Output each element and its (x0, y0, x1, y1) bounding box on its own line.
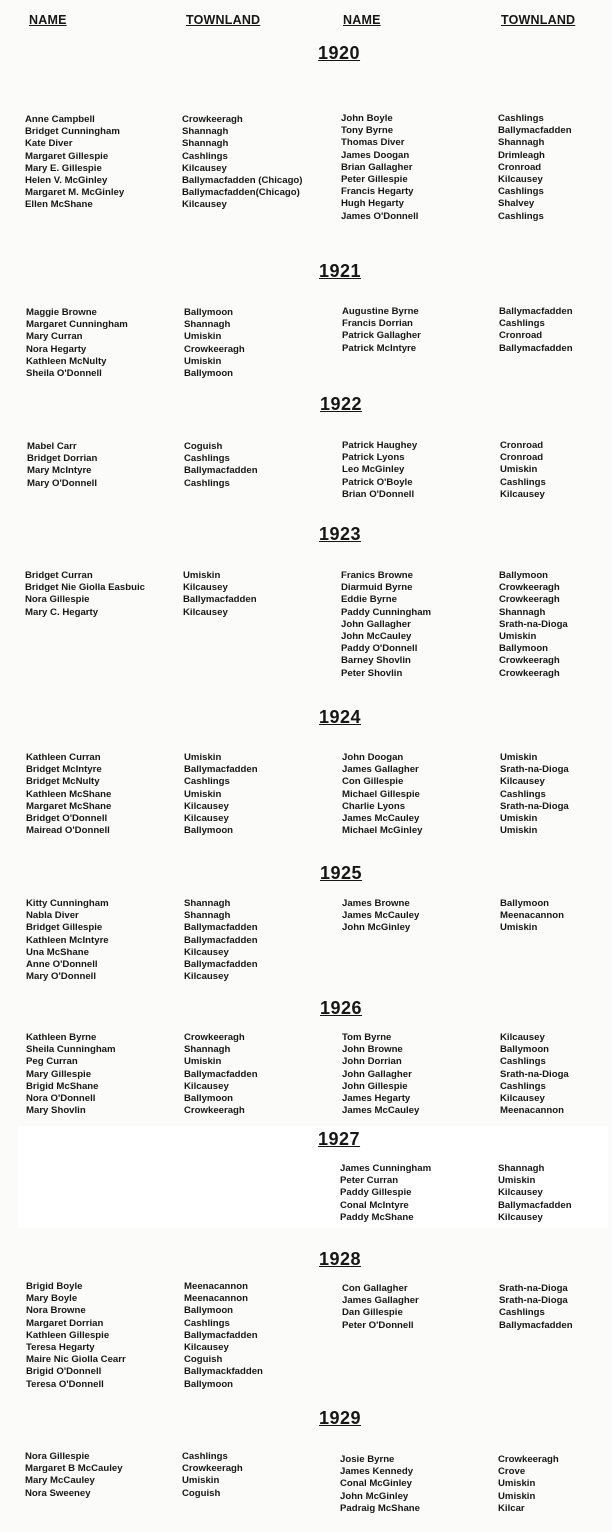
list-item: Bridget Gillespie (26, 922, 103, 934)
left-names (26, 1281, 126, 1391)
list-item: Srath-na-Dioga (500, 764, 569, 776)
list-item: Ballymackfadden (184, 1366, 263, 1378)
year-heading: 1920 (318, 43, 361, 63)
list-item: Srath-na-Dioga (499, 1295, 568, 1307)
list-item: Ballymoon (499, 643, 549, 655)
right-townlands (499, 1283, 573, 1332)
list-item: Josie Byrne (340, 1454, 395, 1465)
list-item: Cashlings (184, 477, 230, 489)
list-item: Kilcausey (498, 1187, 543, 1199)
list-item: Cashlings (499, 318, 545, 330)
list-item: Kilcausey (500, 1092, 545, 1104)
list-item: Cashlings (182, 150, 228, 162)
list-item: Margaret M. McGinley (25, 187, 125, 199)
list-item: Ballymacfadden (499, 1319, 573, 1331)
list-item: James McCauley (342, 812, 420, 824)
list-item: Ballymacfadden (184, 1329, 258, 1341)
year-heading: 1922 (320, 394, 363, 414)
right-names (342, 898, 419, 935)
list-item: Bridget Dorrian (27, 453, 98, 465)
list-item: Kathleen Byrne (26, 1032, 97, 1043)
list-item: Cashlings (500, 476, 546, 488)
list-item: John Gillespie (342, 1080, 408, 1092)
list-item: Teresa O'Donnell (26, 1378, 104, 1390)
list-item: Kathleen McNulty (26, 355, 107, 367)
list-item: Paddy Cunningham (341, 606, 432, 618)
list-item: Meenacannon (184, 1281, 248, 1292)
right-townlands (500, 440, 546, 501)
year-heading: 1924 (319, 707, 362, 727)
list-item: Meenacannon (500, 1105, 564, 1117)
right-names (342, 306, 421, 355)
list-item: Umiskin (184, 355, 222, 367)
list-item: Cashlings (500, 1080, 546, 1092)
list-item: Cashlings (182, 1451, 228, 1462)
right-townlands (498, 1454, 559, 1515)
list-item: Kate Diver (25, 138, 73, 150)
list-item: Ballymoon (184, 1092, 234, 1104)
list-item: Shannagh (182, 138, 229, 150)
right-townlands (498, 113, 572, 223)
list-item: Helen V. McGinley (25, 174, 108, 186)
list-item: Ballymoon (500, 1044, 550, 1056)
list-item: Crowkeeragh (182, 1463, 243, 1475)
list-item: Cashlings (500, 788, 546, 800)
list-item: James Kennedy (340, 1466, 414, 1478)
list-item: Mairead O'Donnell (26, 825, 110, 837)
list-item: Cashlings (498, 210, 544, 222)
list-item: Maggie Browne (26, 307, 97, 318)
list-item: Con Gillespie (342, 776, 404, 788)
left-names (26, 898, 109, 983)
list-item: Barney Shovlin (341, 655, 411, 667)
list-item: Umiskin (500, 825, 538, 837)
list-item: Crowkeeragh (499, 667, 560, 679)
left-townlands (184, 441, 258, 490)
right-townlands (500, 1032, 569, 1117)
list-item: Umiskin (184, 1056, 222, 1068)
year-heading: 1928 (319, 1249, 362, 1269)
list-item: Kilcausey (498, 173, 543, 185)
list-item: Shannagh (184, 910, 231, 922)
list-item: Ballymacfadden(Chicago) (182, 187, 300, 199)
list-item: Ballymoon (500, 898, 550, 909)
list-item: Umiskin (498, 1490, 536, 1502)
list-item: Patrick O'Boyle (342, 476, 413, 488)
left-townlands (184, 898, 258, 983)
list-item: Margaret Cunningham (26, 319, 128, 331)
list-item: Francis Hegarty (341, 186, 414, 198)
list-item: Bridget Nie Giolla Easbuic (25, 582, 145, 594)
list-item: Crowkeeragh (184, 1032, 245, 1043)
list-item: Cashlings (184, 1317, 230, 1329)
list-item: Kilcausey (500, 1032, 545, 1043)
list-item: Kilcausey (498, 1211, 543, 1223)
list-item: Nora Sweeney (25, 1487, 91, 1499)
list-item: Nora Gillespie (25, 594, 90, 606)
list-item: Ballymoon (184, 1378, 234, 1390)
list-item: Shalvey (498, 198, 535, 210)
list-item: Crowkeeragh (499, 594, 560, 606)
list-item: Meenacannon (184, 1293, 248, 1305)
list-item: Maire Nic Giolla Cearr (26, 1354, 126, 1366)
list-item: Kilcausey (184, 800, 229, 812)
list-item: Mary O'Donnell (27, 477, 97, 489)
list-item: James O'Donnell (341, 210, 419, 222)
list-item: Cashlings (499, 1307, 545, 1319)
list-item: Ellen McShane (25, 199, 93, 211)
list-item: Ballymacfadden (184, 764, 258, 776)
list-item: Nora O'Donnell (26, 1092, 96, 1104)
list-item: James Hegarty (342, 1092, 411, 1104)
list-item: Kilcausey (184, 1080, 229, 1092)
left-townlands (184, 1032, 258, 1117)
list-item: Shannagh (184, 319, 231, 331)
list-item: Conal McGinley (340, 1478, 412, 1490)
list-item: John Doogan (342, 752, 404, 763)
list-item: Anne O'Donnell (26, 958, 98, 970)
list-item: Ballymoon (184, 367, 234, 379)
list-item: Mary McIntyre (27, 465, 92, 477)
list-item: John McGinley (342, 922, 411, 934)
list-item: Srath-na-Dioga (500, 1068, 569, 1080)
list-item: Nora Gillespie (25, 1451, 90, 1462)
list-item: Coguish (184, 441, 223, 452)
list-item: Brian O'Donnell (342, 488, 415, 500)
list-item: Crowkeeragh (182, 114, 243, 125)
list-item: Kilcausey (184, 946, 229, 958)
left-names (25, 114, 124, 212)
right-townlands (500, 898, 564, 935)
list-item: Kilcar (498, 1502, 525, 1514)
left-townlands (184, 1281, 263, 1391)
list-item: Ballymacfadden (184, 465, 258, 477)
list-item: Umiskin (500, 752, 538, 763)
list-item: Mary Curran (26, 331, 83, 343)
right-names (342, 1283, 419, 1332)
list-item: Mary McCauley (25, 1475, 95, 1487)
list-item: Bridget Curran (25, 570, 93, 581)
list-item: Nora Hegarty (26, 343, 87, 355)
left-names (26, 752, 111, 837)
year-heading: 1927 (318, 1129, 361, 1149)
list-item: Cronroad (498, 161, 542, 173)
list-item: James McCauley (342, 910, 420, 922)
right-townlands (499, 570, 568, 680)
list-item: Franics Browne (341, 570, 413, 581)
year-heading: 1926 (320, 998, 363, 1018)
list-item: Umiskin (184, 788, 222, 800)
list-item: Paddy Gillespie (340, 1187, 412, 1199)
list-item: Ballymacfadden (184, 958, 258, 970)
list-item: Srath-na-Dioga (499, 618, 568, 630)
list-item: Michael McGinley (342, 825, 423, 837)
list-item: John Gallagher (342, 1068, 412, 1080)
list-item: Ballymacfadden (184, 1068, 258, 1080)
list-item: Bridget McNulty (26, 776, 100, 788)
list-item: Cronroad (499, 330, 543, 342)
list-item: Mary C. Hegarty (25, 606, 99, 618)
list-item: Mary O'Donnell (26, 971, 96, 983)
list-item: Tom Byrne (342, 1032, 392, 1043)
list-item: Mary Boyle (26, 1293, 78, 1305)
right-names (340, 1454, 420, 1515)
list-item: Peg Curran (26, 1056, 78, 1068)
list-item: Kathleen McShane (26, 788, 112, 800)
header-townland-right: TOWNLAND (501, 13, 576, 27)
list-item: Kilcausey (500, 776, 545, 788)
list-item: Brigid O'Donnell (26, 1366, 102, 1378)
list-item: James Gallagher (342, 764, 419, 776)
right-names (341, 570, 431, 680)
left-townlands (184, 752, 258, 837)
left-names (25, 570, 145, 619)
left-townlands (182, 114, 302, 212)
year-heading: 1929 (319, 1408, 362, 1428)
header-townland-left: TOWNLAND (186, 13, 261, 27)
left-townlands (184, 307, 245, 380)
list-item: James Gallagher (342, 1295, 419, 1307)
list-item: Thomas Diver (341, 137, 405, 149)
list-item: Mary Shovlin (26, 1105, 86, 1117)
list-item: James Cunningham (340, 1163, 432, 1174)
list-item: Kilcausey (500, 488, 545, 500)
list-item: Ballymacfadden (499, 306, 573, 317)
list-item: Paddy O'Donnell (341, 643, 418, 655)
right-names (342, 440, 417, 501)
list-item: Brigid McShane (26, 1080, 99, 1092)
list-item: Margaret McShane (26, 800, 112, 812)
list-item: Cashlings (184, 776, 230, 788)
list-item: Paddy McShane (340, 1211, 414, 1223)
list-item: Kilcausey (184, 812, 229, 824)
list-item: Umiskin (184, 752, 222, 763)
left-townlands (182, 1451, 243, 1500)
list-item: Brian Gallagher (341, 161, 413, 173)
list-item: Shannagh (184, 898, 231, 909)
right-townlands (499, 306, 573, 355)
list-item: James Doogan (341, 149, 410, 161)
right-townlands (498, 1163, 572, 1224)
year-heading: 1925 (320, 863, 363, 883)
list-item: Shannagh (498, 137, 545, 149)
right-names (342, 752, 423, 837)
list-item: Margaret Gillespie (25, 150, 109, 162)
list-item: Umiskin (498, 1175, 536, 1187)
list-item: Shannagh (182, 126, 229, 138)
list-item: Umiskin (498, 1478, 536, 1490)
list-item: Peter Shovlin (341, 667, 403, 679)
list-item: Umiskin (184, 331, 222, 343)
list-item: Crowkeeragh (499, 655, 560, 667)
list-item: Margaret Dorrian (26, 1317, 104, 1329)
list-item: Kilcausey (184, 1341, 229, 1353)
left-names (27, 441, 97, 490)
right-names (341, 113, 418, 223)
list-item: Nabla Diver (26, 910, 79, 922)
list-item: Meenacannon (500, 910, 564, 922)
list-item: Kilcausey (182, 162, 227, 174)
list-item: Leo McGinley (342, 464, 405, 476)
year-heading: 1921 (319, 261, 362, 281)
list-item: Crove (498, 1466, 526, 1478)
list-item: Coguish (184, 1354, 223, 1366)
list-item: Umiskin (500, 464, 538, 476)
list-item: John Dorrian (342, 1056, 402, 1068)
list-item: Crowkeeragh (184, 343, 245, 355)
right-names (340, 1163, 431, 1224)
left-names (25, 1451, 123, 1500)
list-item: John Browne (342, 1044, 403, 1056)
list-item: Mabel Carr (27, 441, 77, 452)
list-item: John McCauley (341, 630, 412, 642)
list-item: John Gallagher (341, 618, 411, 630)
list-item: Ballymacfadden (498, 1199, 572, 1211)
list-item: Michael Gillespie (342, 788, 420, 800)
list-item: Peter Curran (340, 1175, 399, 1187)
list-item: Francis Dorrian (342, 318, 413, 330)
list-item: John Boyle (341, 113, 393, 124)
header-name-right: NAME (343, 13, 381, 27)
list-item: Srath-na-Dioga (499, 1283, 568, 1294)
list-item: Kathleen Gillespie (26, 1329, 110, 1341)
left-names (26, 307, 128, 380)
list-item: Ballymacfadden (498, 125, 572, 137)
list-item: Una McShane (26, 946, 89, 958)
list-item: Kilcausey (182, 199, 227, 211)
list-item: Ballymacfadden (184, 934, 258, 946)
list-item: Con Gallagher (342, 1283, 408, 1294)
list-item: Kilcausey (184, 971, 229, 983)
list-item: Ballymacfadden (183, 594, 257, 606)
list-item: Eddie Byrne (341, 594, 397, 606)
list-item: Ballymoon (184, 825, 234, 837)
list-item: Sheila O'Donnell (26, 367, 102, 379)
right-names (342, 1032, 419, 1117)
list-item: Bridget Cunningham (25, 126, 120, 138)
list-item: John McGinley (340, 1490, 409, 1502)
list-item: Cronroad (500, 452, 544, 464)
list-item: Umiskin (499, 630, 537, 642)
list-item: Nora Browne (26, 1305, 86, 1317)
list-item: Bridget McIntyre (26, 764, 102, 776)
list-item: Shannagh (498, 1163, 545, 1174)
list-item: James Browne (342, 898, 410, 909)
list-item: Ballymoon (499, 570, 549, 581)
list-item: Charlie Lyons (342, 800, 406, 812)
list-item: Cashlings (500, 1056, 546, 1068)
list-item: Drimleagh (498, 149, 545, 161)
list-item: Peter Gillespie (341, 173, 408, 185)
list-item: Patrick Gallagher (342, 330, 421, 342)
list-item: Umiskin (183, 570, 221, 581)
list-item: Patrick Haughey (342, 440, 418, 451)
list-item: Brigid Boyle (26, 1281, 83, 1292)
list-item: Cashlings (498, 113, 544, 124)
list-item: Crowkeeragh (499, 582, 560, 594)
list-item: Anne Campbell (25, 114, 95, 125)
list-item: Teresa Hegarty (26, 1341, 95, 1353)
header-name-left: NAME (29, 13, 67, 27)
list-item: Cashlings (498, 186, 544, 198)
list-item: Hugh Hegarty (341, 198, 404, 210)
list-item: James McCauley (342, 1105, 420, 1117)
list-item: Kilcausey (183, 606, 228, 618)
left-townlands (183, 570, 257, 619)
list-item: Kathleen McIntyre (26, 934, 109, 946)
list-item: Conal McIntyre (340, 1199, 409, 1211)
list-item: Ballymoon (184, 307, 234, 318)
list-item: Sheila Cunningham (26, 1044, 116, 1056)
right-townlands (500, 752, 569, 837)
left-names (26, 1032, 116, 1117)
list-item: Shannagh (184, 1044, 231, 1056)
list-item: Kathleen Curran (26, 752, 101, 763)
list-item: Padraig McShane (340, 1502, 420, 1514)
list-item: Cronroad (500, 440, 544, 451)
list-item: Margaret B McCauley (25, 1463, 123, 1475)
list-item: Diarmuid Byrne (341, 582, 413, 594)
list-item: Tony Byrne (341, 125, 394, 137)
list-item: Coguish (182, 1487, 221, 1499)
list-item: Peter O'Donnell (342, 1319, 414, 1331)
list-item: Mary E. Gillespie (25, 162, 102, 174)
list-item: Augustine Byrne (342, 306, 419, 317)
list-item: Patrick Lyons (342, 452, 405, 464)
list-item: Ballymacfadden (184, 922, 258, 934)
list-item: Ballymacfadden (499, 342, 573, 354)
list-item: Umiskin (182, 1475, 220, 1487)
list-item: Cashlings (184, 453, 230, 465)
year-heading: 1923 (319, 524, 362, 544)
list-item: Kitty Cunningham (26, 898, 109, 909)
list-item: Ballymacfadden (Chicago) (182, 174, 303, 186)
list-item: Mary Gillespie (26, 1068, 92, 1080)
list-item: Crowkeeragh (184, 1105, 245, 1117)
list-item: Crowkeeragh (498, 1454, 559, 1465)
list-item: Bridget O'Donnell (26, 812, 108, 824)
list-item: Umiskin (500, 922, 538, 934)
list-item: Shannagh (499, 606, 546, 618)
list-item: Patrick McIntyre (342, 342, 417, 354)
list-item: Umiskin (500, 812, 538, 824)
list-item: Dan Gillespie (342, 1307, 403, 1319)
list-item: Kilcausey (183, 582, 228, 594)
list-item: Ballymoon (184, 1305, 234, 1317)
list-item: Srath-na-Dioga (500, 800, 569, 812)
